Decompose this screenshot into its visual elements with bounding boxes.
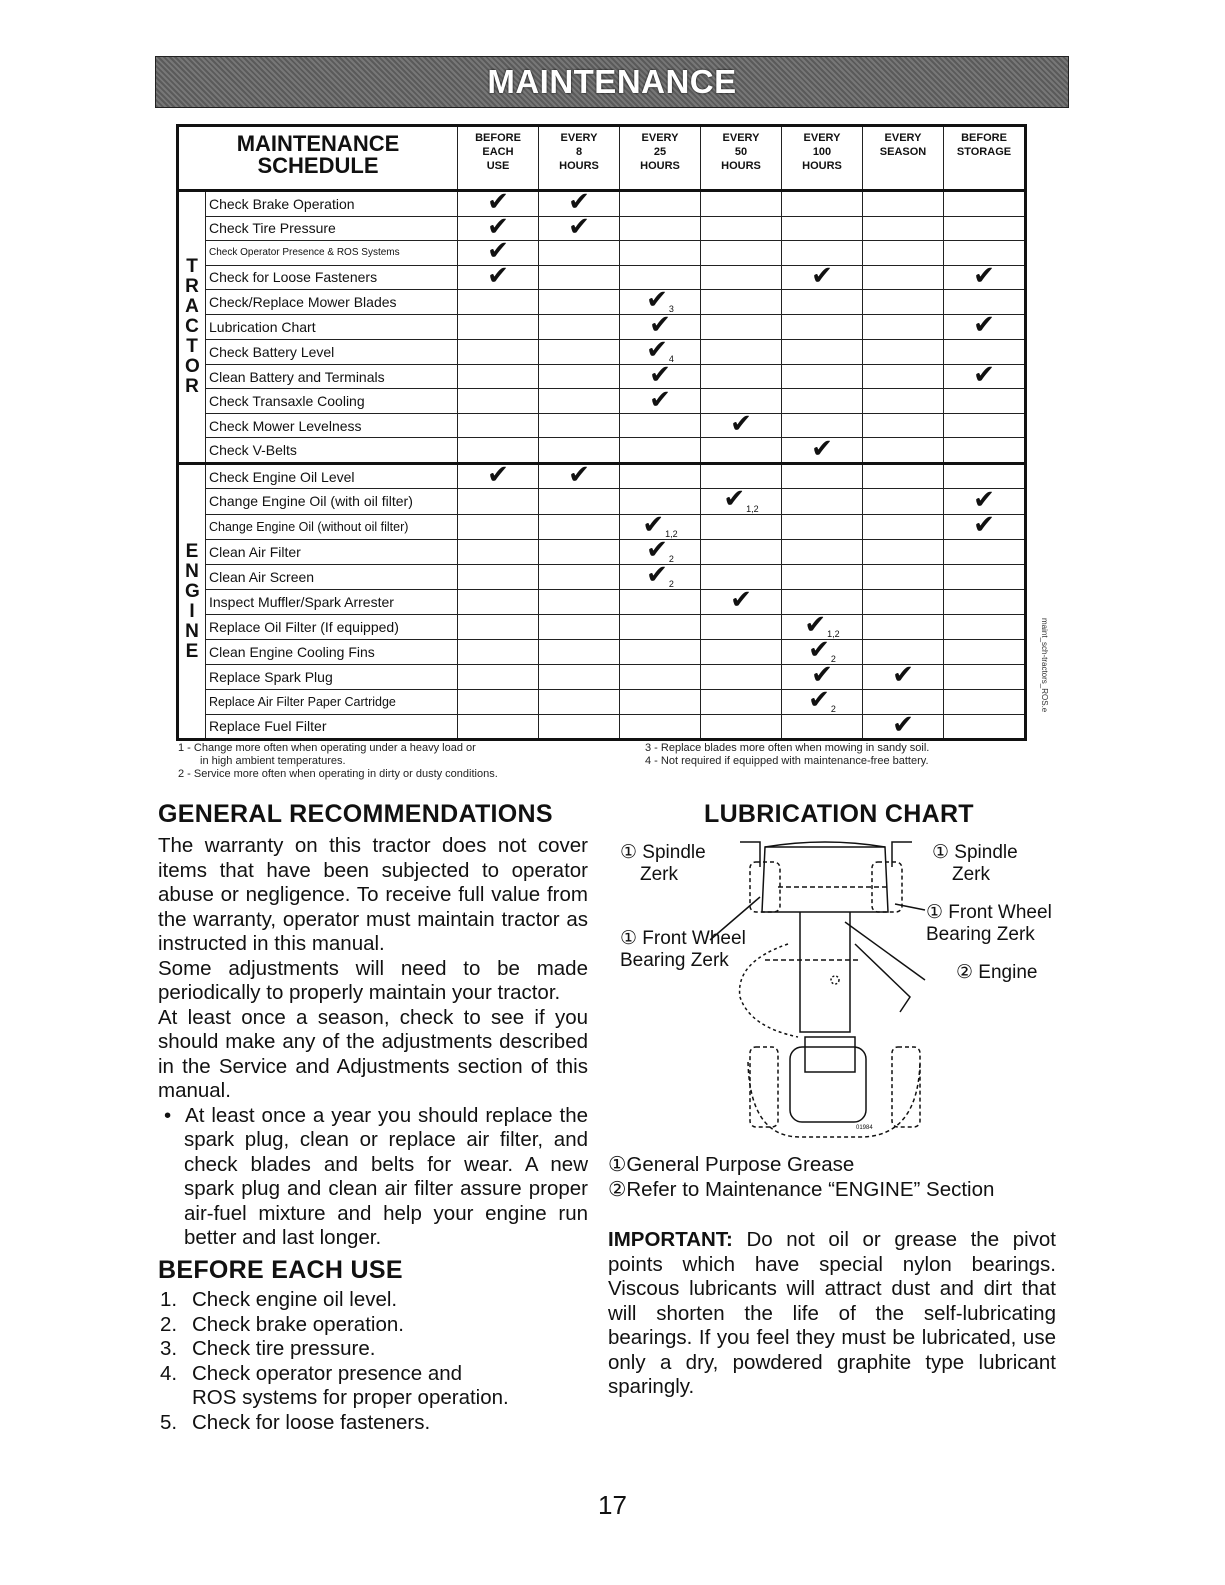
check-mark-icon: ✔: [646, 534, 668, 565]
schedule-cell: [944, 564, 1026, 589]
schedule-cell: [539, 514, 620, 539]
schedule-cell: [701, 539, 782, 564]
schedule-cell: [863, 191, 944, 217]
schedule-row: [178, 665, 1026, 690]
schedule-cell: [539, 489, 620, 514]
column-header-line: EVERY: [884, 132, 922, 144]
schedule-cell: [620, 665, 701, 690]
schedule-row: [178, 714, 1026, 740]
schedule-cell: [863, 489, 944, 514]
schedule-body: [178, 187, 1026, 740]
schedule-cell: [539, 389, 620, 414]
label-front-wheel-left: ① Front Wheel: [620, 928, 746, 949]
check-mark-icon: ✔: [811, 660, 833, 691]
column-header: [944, 126, 1026, 191]
schedule-cell: [458, 364, 539, 389]
check-mark-icon: ✔: [973, 260, 995, 291]
schedule-cell: [701, 364, 782, 389]
schedule-row: [178, 191, 1026, 217]
check-mark-icon: ✔: [646, 559, 668, 590]
footnotes-left: [178, 742, 498, 781]
schedule-cell: [863, 339, 944, 364]
task-label: Check V-Belts: [206, 438, 458, 464]
footnote-1-cont: in high ambient temperatures.: [200, 755, 346, 767]
schedule-cell: [782, 364, 863, 389]
schedule-cell: [458, 389, 539, 414]
column-header-line: 100: [812, 146, 832, 158]
maintenance-schedule-table: [176, 124, 1027, 741]
schedule-cell: [539, 564, 620, 589]
column-header: [782, 126, 863, 191]
schedule-row: [178, 389, 1026, 414]
footnote-ref: 4: [668, 353, 674, 364]
schedule-row: [178, 564, 1026, 589]
task-label: Check for Loose Fasteners: [206, 265, 458, 290]
schedule-cell: [863, 660, 944, 691]
column-header-line: HOURS: [640, 160, 680, 172]
schedule-cell: [620, 639, 701, 664]
column-header-line: SEASON: [879, 146, 927, 158]
label-zerk-right: Zerk: [952, 864, 990, 885]
schedule-cell: [539, 590, 620, 615]
document-code: maint_sch-tractors_ROS.e: [1040, 618, 1049, 713]
schedule-cell: [620, 438, 701, 464]
schedule-cell: [620, 614, 701, 639]
check-mark-icon: ✔: [487, 260, 509, 291]
schedule-cell: [782, 463, 863, 489]
step-item: [160, 1313, 509, 1338]
footnotes-right: [645, 742, 929, 768]
check-mark-icon: ✔: [892, 660, 914, 691]
schedule-cell: [863, 514, 944, 539]
column-header-line: HOURS: [559, 160, 599, 172]
schedule-cell: [782, 489, 863, 514]
step-text: Check engine oil level.: [192, 1288, 398, 1311]
check-mark-icon: ✔: [804, 609, 827, 640]
schedule-row: [178, 614, 1026, 639]
page-banner: [155, 56, 1069, 108]
schedule-cell: [863, 463, 944, 489]
schedule-row: [178, 463, 1026, 489]
step-item: [160, 1411, 509, 1436]
schedule-cell: [782, 539, 863, 564]
schedule-cell: [620, 689, 701, 714]
schedule-cell: [863, 590, 944, 615]
column-header: [701, 126, 782, 191]
schedule-cell: [863, 364, 944, 389]
footnote-ref: 1,2: [827, 628, 840, 639]
check-mark-icon: ✔: [487, 211, 509, 242]
schedule-cell: [539, 665, 620, 690]
schedule-title: [178, 126, 458, 191]
schedule-cell: [701, 339, 782, 364]
schedule-cell: [944, 216, 1026, 241]
check-mark-icon: ✔: [730, 585, 752, 616]
schedule-cell: [944, 413, 1026, 438]
schedule-cell: [539, 639, 620, 664]
schedule-cell: [458, 590, 539, 615]
label-spindle-left: ① Spindle: [620, 842, 706, 863]
schedule-cell: [782, 315, 863, 340]
schedule-cell: [863, 709, 944, 740]
schedule-cell: [863, 290, 944, 315]
check-mark-icon: ✔: [973, 510, 995, 541]
schedule-header-row: [178, 126, 1026, 191]
schedule-cell: [539, 539, 620, 564]
schedule-cell: [458, 260, 539, 291]
schedule-row: [178, 364, 1026, 389]
footnote-ref: 2: [668, 579, 674, 590]
schedule-cell: [620, 191, 701, 217]
column-header-line: 25: [653, 146, 667, 158]
check-mark-icon: ✔: [811, 260, 833, 291]
check-mark-icon: ✔: [649, 310, 671, 341]
general-paragraph-1: The warranty on this tractor does not cover items that have been subjected to operator abuse or negligence. To receive full value from the warranty, operator must maintain tractor as instructed in this manual.: [158, 834, 588, 955]
step-item: [160, 1362, 509, 1411]
schedule-row: [178, 590, 1026, 615]
schedule-cell: [782, 564, 863, 589]
schedule-cell: [701, 585, 782, 616]
schedule-cell: [701, 665, 782, 690]
schedule-cell: [539, 315, 620, 340]
task-label: Check Battery Level: [206, 339, 458, 364]
schedule-cell: [701, 191, 782, 217]
before-each-use-heading: BEFORE EACH USE: [158, 1256, 403, 1284]
schedule-cell: [782, 714, 863, 740]
schedule-cell: [782, 684, 863, 715]
footnote-4: 4 - Not required if equipped with maintenance-free battery.: [645, 755, 929, 767]
schedule-cell: [944, 438, 1026, 464]
column-header-line: 50: [734, 146, 748, 158]
schedule-cell: [701, 265, 782, 290]
task-label: Check Transaxle Cooling: [206, 389, 458, 414]
schedule-cell: [701, 290, 782, 315]
important-label: IMPORTANT:: [608, 1228, 733, 1251]
group-label-text: TRACTOR: [185, 255, 200, 397]
label-bearing-zerk-left: Bearing Zerk: [620, 950, 729, 971]
task-label: Clean Engine Cooling Fins: [206, 639, 458, 664]
schedule-cell: [701, 484, 782, 515]
schedule-cell: [539, 460, 620, 491]
step-item: [160, 1337, 509, 1362]
schedule-cell: [701, 514, 782, 539]
task-label: Clean Battery and Terminals: [206, 364, 458, 389]
task-label: Check Mower Levelness: [206, 413, 458, 438]
schedule-cell: [782, 191, 863, 217]
schedule-title-line1: MAINTENANCE: [236, 131, 400, 156]
banner-title: MAINTENANCE: [487, 63, 737, 100]
check-mark-icon: ✔: [568, 460, 590, 491]
schedule-cell: [458, 564, 539, 589]
schedule-cell: [782, 216, 863, 241]
task-label: Check Tire Pressure: [206, 216, 458, 241]
task-label: Replace Spark Plug: [206, 665, 458, 690]
schedule-cell: [539, 290, 620, 315]
check-mark-icon: ✔: [568, 187, 590, 218]
check-mark-icon: ✔: [973, 310, 995, 341]
schedule-cell: [782, 290, 863, 315]
column-header-line: EVERY: [560, 132, 598, 144]
label-bearing-zerk-right: Bearing Zerk: [926, 924, 1035, 945]
schedule-cell: [944, 360, 1026, 391]
schedule-cell: [944, 639, 1026, 664]
schedule-title-line2: SCHEDULE: [257, 153, 379, 178]
task-label: Replace Air Filter Paper Cartridge: [206, 689, 458, 714]
schedule-cell: [701, 216, 782, 241]
column-header: [863, 126, 944, 191]
group-label-text: ENGINE: [185, 540, 200, 662]
schedule-cell: [863, 315, 944, 340]
schedule-cell: [539, 413, 620, 438]
general-bullet-text: At least once a year you should replace the spark plug, clean or replace air filter, and check blades and belts for wear. A new spark plug and clean air filter assure proper air-fuel mixture and help your engine run better and last longer.: [184, 1103, 588, 1249]
step-text: Check tire pressure.: [192, 1337, 376, 1360]
schedule-cell: [782, 389, 863, 414]
schedule-cell: [701, 689, 782, 714]
schedule-cell: [944, 260, 1026, 291]
general-recommendations-body: [158, 834, 588, 1251]
lubrication-legend: [608, 1152, 994, 1202]
schedule-row: [178, 438, 1026, 464]
schedule-cell: [539, 339, 620, 364]
schedule-cell: [458, 315, 539, 340]
schedule-cell: [782, 433, 863, 464]
footnote-2: 2 - Service more often when operating in dirty or dusty conditions.: [178, 768, 498, 780]
schedule-cell: [863, 614, 944, 639]
check-mark-icon: ✔: [487, 187, 509, 218]
schedule-cell: [539, 241, 620, 266]
schedule-cell: [944, 689, 1026, 714]
check-mark-icon: ✔: [568, 211, 590, 242]
footnote-ref: 2: [830, 703, 836, 714]
schedule-cell: [782, 339, 863, 364]
schedule-row: [178, 290, 1026, 315]
step-text: Check operator presence and: [192, 1361, 463, 1385]
check-mark-icon: ✔: [487, 460, 509, 491]
column-header-line: STORAGE: [956, 146, 1012, 158]
task-label: Check/Replace Mower Blades: [206, 290, 458, 315]
schedule-cell: [539, 211, 620, 242]
general-recommendations-heading: GENERAL RECOMMENDATIONS: [158, 800, 553, 828]
column-header-line: 8: [575, 146, 583, 158]
schedule-cell: [944, 191, 1026, 217]
check-mark-icon: ✔: [973, 360, 995, 391]
column-header-line: EVERY: [641, 132, 679, 144]
footnote-1: 1 - Change more often when operating under a heavy load or: [178, 742, 476, 754]
lubrication-diagram: [600, 832, 1070, 1152]
check-mark-icon: ✔: [808, 634, 830, 665]
schedule-cell: [620, 241, 701, 266]
check-mark-icon: ✔: [892, 709, 914, 740]
general-bullets: [158, 1104, 588, 1251]
schedule-cell: [458, 665, 539, 690]
column-header-line: BEFORE: [475, 132, 521, 144]
schedule-cell: [701, 241, 782, 266]
schedule-cell: [863, 389, 944, 414]
task-label: Clean Air Screen: [206, 564, 458, 589]
column-header-line: USE: [486, 160, 510, 172]
footnote-ref: 1,2: [665, 528, 678, 539]
step-number: 1.: [160, 1288, 178, 1311]
footnote-3: 3 - Replace blades more often when mowing in sandy soil.: [645, 742, 930, 754]
lubrication-chart-heading: LUBRICATION CHART: [704, 800, 974, 828]
schedule-cell: [458, 460, 539, 491]
check-mark-icon: ✔: [487, 236, 509, 267]
check-mark-icon: ✔: [649, 384, 671, 415]
step-number: 4.: [160, 1361, 178, 1385]
footnote-ref: 2: [668, 553, 674, 564]
check-mark-icon: ✔: [649, 360, 671, 391]
important-text: Do not oil or grease the pivot points which have special nylon bearings. Viscous lubricants will attract dust and dirt that will shorten the life of the self-lubricating bearings. If you feel they must be lubricated, use only a dry, powdered graphite type lubricant sparingly.: [608, 1228, 1056, 1398]
figure-code: 01984: [856, 1125, 873, 1131]
column-header-line: HOURS: [721, 160, 761, 172]
group-label-tractor: [178, 191, 206, 464]
step-text: Check brake operation.: [192, 1312, 404, 1336]
check-mark-icon: ✔: [642, 509, 665, 540]
task-label: Change Engine Oil (without oil filter): [206, 514, 458, 539]
schedule-cell: [458, 639, 539, 664]
task-label: Inspect Muffler/Spark Arrester: [206, 590, 458, 615]
column-header: [458, 126, 539, 191]
schedule-cell: [863, 216, 944, 241]
schedule-cell: [458, 489, 539, 514]
label-spindle-right: ① Spindle: [932, 842, 1018, 863]
column-header-line: HOURS: [802, 160, 842, 172]
schedule-cell: [458, 514, 539, 539]
task-label: Check Operator Presence & ROS Systems: [206, 241, 458, 266]
page-number: 17: [598, 1490, 627, 1520]
schedule-cell: [863, 265, 944, 290]
column-header: [620, 126, 701, 191]
check-mark-icon: ✔: [723, 484, 746, 515]
step-text: Check for loose fasteners.: [192, 1410, 431, 1434]
schedule-row: [178, 315, 1026, 340]
schedule-cell: [620, 413, 701, 438]
schedule-cell: [944, 539, 1026, 564]
schedule-cell: [863, 438, 944, 464]
column-header-line: EVERY: [803, 132, 841, 144]
schedule-cell: [944, 310, 1026, 341]
step-number: 3.: [160, 1337, 178, 1360]
label-zerk-left: Zerk: [640, 864, 678, 885]
schedule-cell: [539, 614, 620, 639]
label-front-wheel-right: ① Front Wheel: [926, 902, 1052, 923]
schedule-cell: [701, 614, 782, 639]
schedule-row: [178, 539, 1026, 564]
schedule-cell: [863, 413, 944, 438]
schedule-cell: [539, 689, 620, 714]
task-label: Change Engine Oil (with oil filter): [206, 489, 458, 514]
schedule-cell: [539, 265, 620, 290]
schedule-cell: [863, 564, 944, 589]
task-label: Replace Fuel Filter: [206, 714, 458, 740]
schedule-cell: [701, 714, 782, 740]
schedule-row: [178, 241, 1026, 266]
schedule-cell: [458, 290, 539, 315]
schedule-cell: [539, 714, 620, 740]
general-bullet: • At least once a year you should replace the spark plug, clean or replace air filter, and check blades and belts for wear. A new spark plug and clean air filter assure proper air-fuel mixture and help your engine run better and last longer.: [164, 1103, 588, 1249]
schedule-cell: [863, 539, 944, 564]
task-label: Check Brake Operation: [206, 191, 458, 217]
schedule-cell: [701, 639, 782, 664]
important-note: [608, 1228, 1056, 1400]
column-header-line: EACH: [482, 146, 514, 158]
schedule-cell: [458, 714, 539, 740]
schedule-cell: [701, 315, 782, 340]
step-number: 2.: [160, 1312, 178, 1336]
schedule-cell: [539, 364, 620, 389]
schedule-cell: [944, 389, 1026, 414]
schedule-row: [178, 489, 1026, 514]
schedule-cell: [701, 438, 782, 464]
schedule-cell: [458, 413, 539, 438]
task-label: Replace Oil Filter (If equipped): [206, 614, 458, 639]
schedule-row: [178, 216, 1026, 241]
step-text-continued: ROS systems for proper operation.: [192, 1386, 509, 1409]
schedule-cell: [701, 409, 782, 440]
check-mark-icon: ✔: [646, 285, 668, 315]
schedule-cell: [863, 241, 944, 266]
step-number: 5.: [160, 1410, 178, 1434]
schedule-cell: [458, 689, 539, 714]
schedule-cell: [620, 559, 701, 590]
task-label: Lubrication Chart: [206, 315, 458, 340]
schedule-cell: [620, 216, 701, 241]
schedule-cell: [782, 514, 863, 539]
legend-grease: ①General Purpose Grease: [608, 1153, 855, 1176]
schedule-row: [178, 413, 1026, 438]
legend-engine: ②Refer to Maintenance “ENGINE” Section: [608, 1178, 995, 1201]
schedule-row: [178, 339, 1026, 364]
schedule-cell: [458, 614, 539, 639]
schedule-cell: [620, 590, 701, 615]
label-engine: ② Engine: [956, 962, 1038, 983]
step-item: [160, 1288, 509, 1313]
footnote-ref: 2: [830, 654, 836, 664]
check-mark-icon: ✔: [646, 334, 668, 365]
schedule-cell: [458, 539, 539, 564]
task-label: Check Engine Oil Level: [206, 463, 458, 489]
schedule-cell: [782, 260, 863, 291]
column-header: [539, 126, 620, 191]
schedule-row: [178, 514, 1026, 539]
general-paragraph-2: Some adjustments will need to be made periodically to properly maintain your tractor.: [158, 956, 588, 1004]
schedule-cell: [944, 665, 1026, 690]
column-header-line: EVERY: [722, 132, 760, 144]
schedule-cell: [458, 339, 539, 364]
schedule-cell: [944, 614, 1026, 639]
schedule-cell: [620, 463, 701, 489]
footnote-ref: 3: [668, 304, 674, 315]
task-label: Clean Air Filter: [206, 539, 458, 564]
check-mark-icon: ✔: [808, 684, 830, 715]
check-mark-icon: ✔: [973, 484, 995, 515]
general-paragraph-3: At least once a season, check to see if you should make any of the adjustments described in the Service and Adjustments section of this manual.: [158, 1005, 588, 1102]
before-each-use-list: [160, 1288, 509, 1435]
check-mark-icon: ✔: [730, 409, 752, 440]
schedule-cell: [944, 714, 1026, 740]
check-mark-icon: ✔: [811, 433, 833, 464]
schedule-cell: [944, 590, 1026, 615]
footnote-ref: 1,2: [746, 503, 759, 514]
schedule-cell: [944, 510, 1026, 541]
group-label-engine: [178, 463, 206, 739]
column-header-line: BEFORE: [961, 132, 1007, 144]
schedule-row: [178, 265, 1026, 290]
schedule-cell: [620, 384, 701, 415]
schedule-cell: [620, 714, 701, 740]
